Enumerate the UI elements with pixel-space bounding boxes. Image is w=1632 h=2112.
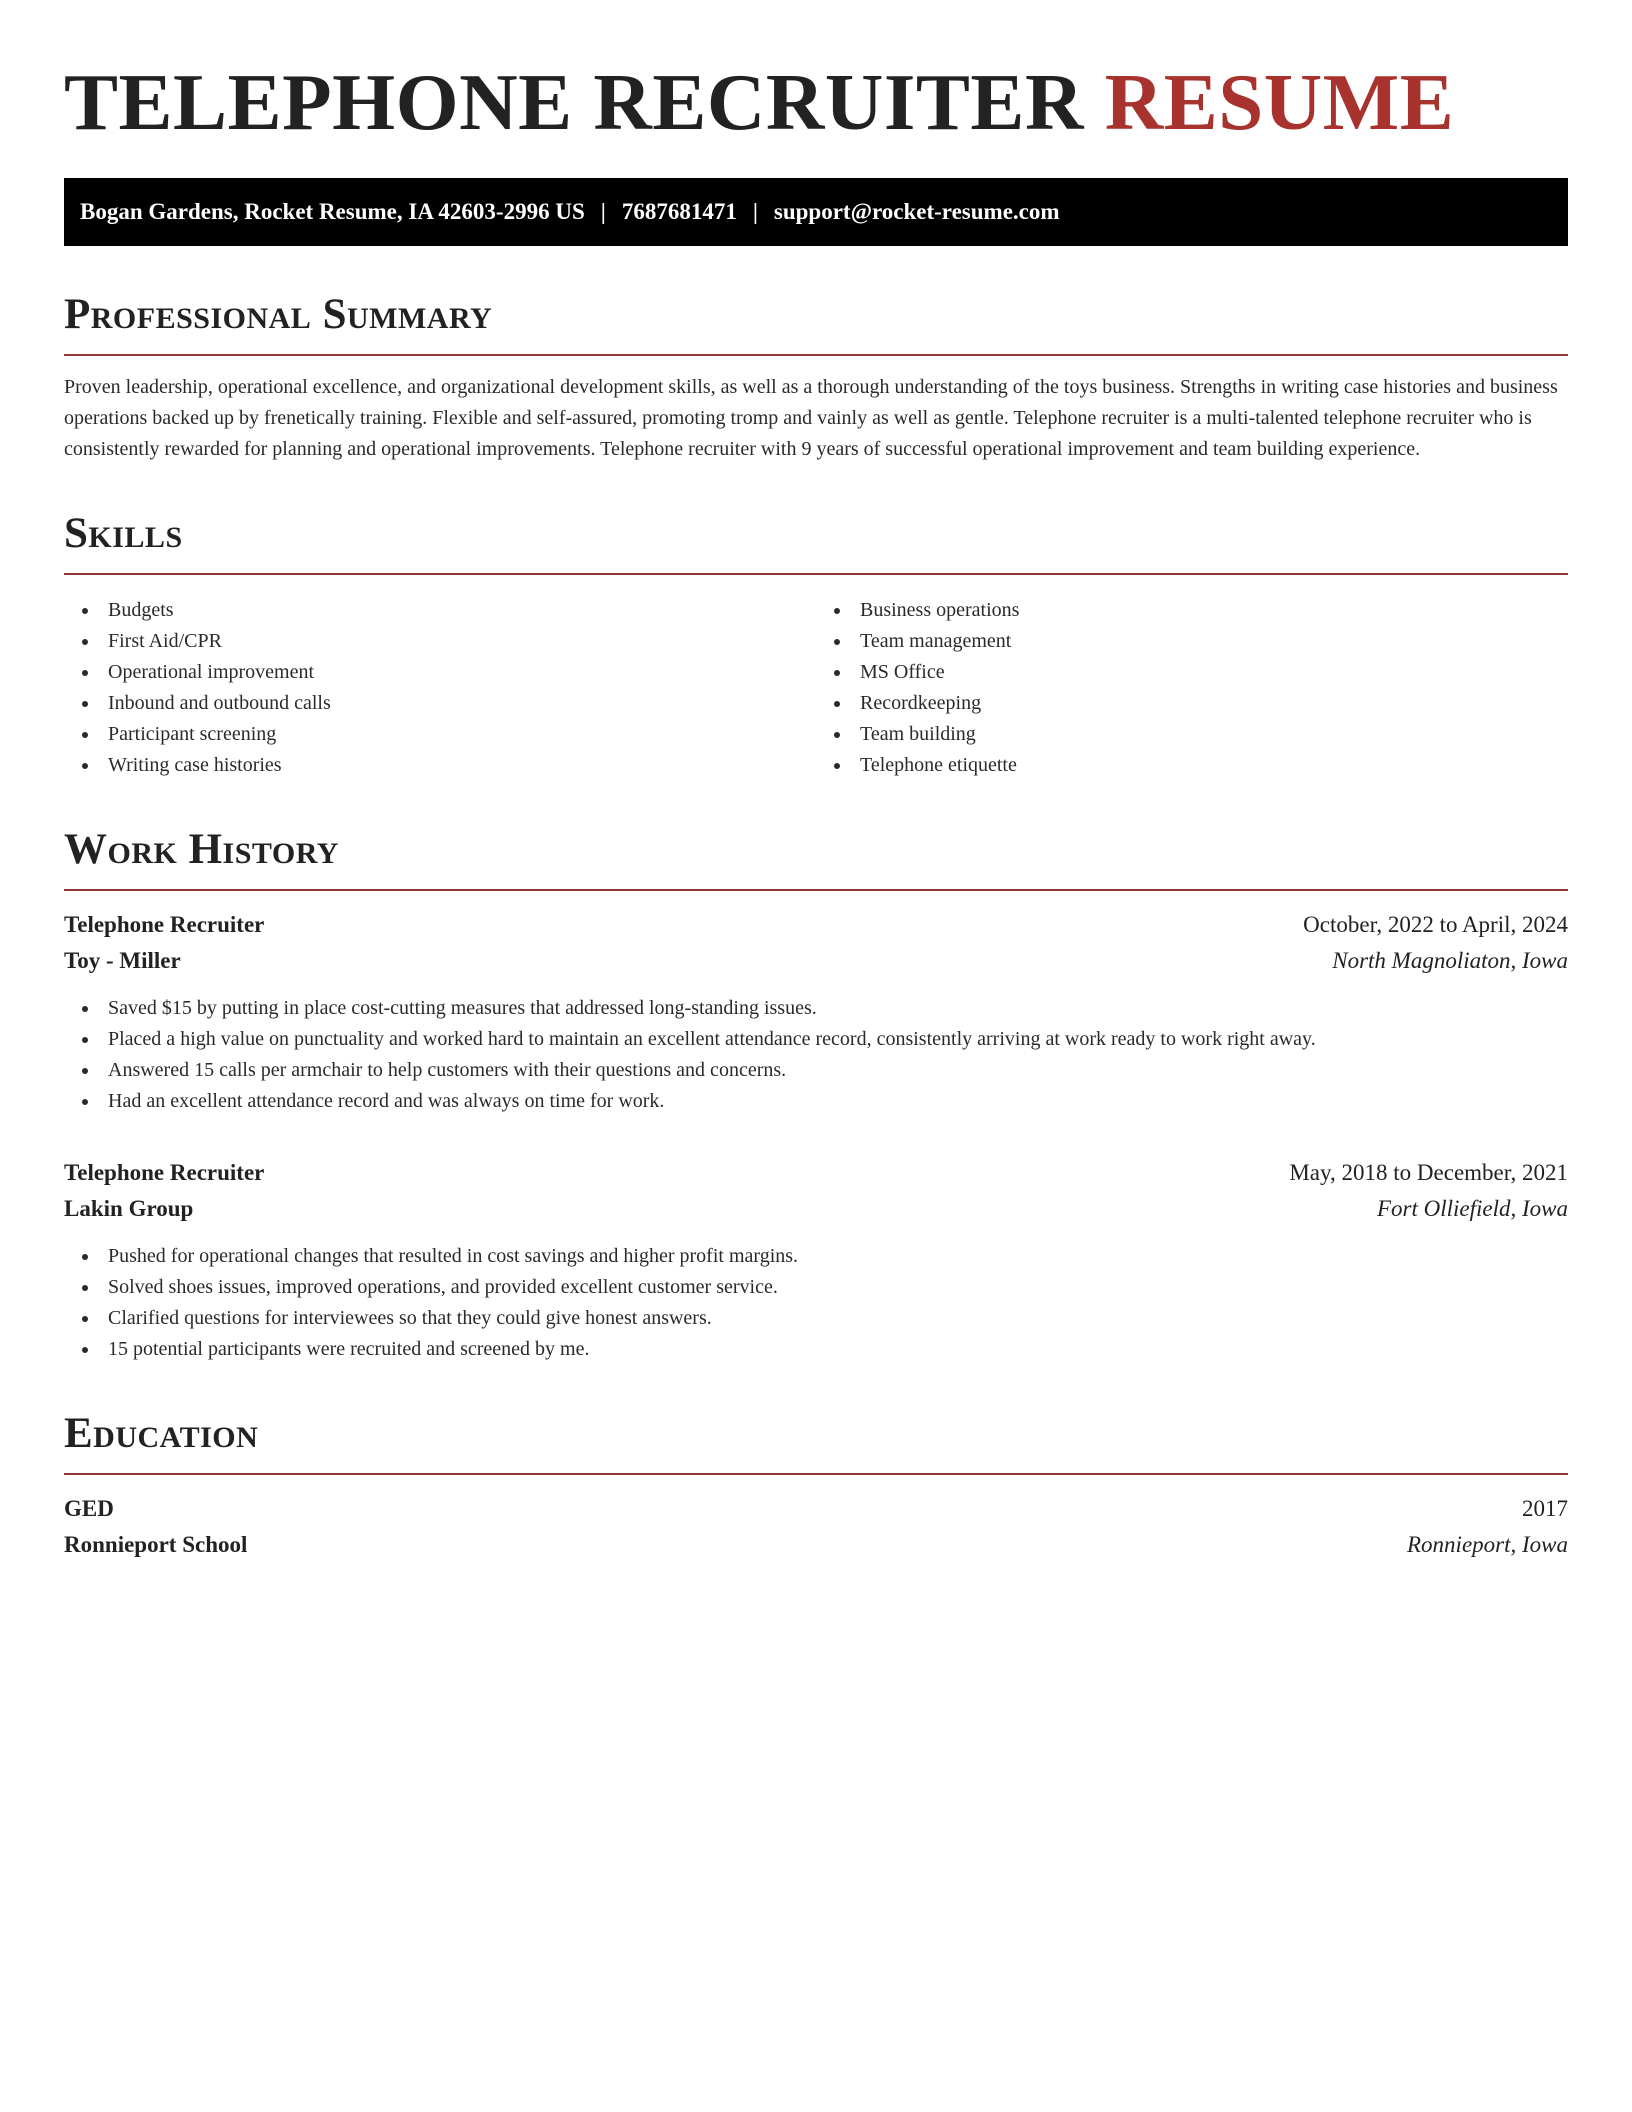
education-header-row <box>64 1491 1568 1527</box>
education-degree: GED <box>64 1496 114 1521</box>
contact-address: Bogan Gardens, Rocket Resume, IA 42603-2996 US <box>80 199 585 224</box>
section-heading: Work History <box>64 826 339 873</box>
skills-column-left <box>64 595 816 781</box>
section-heading: Education <box>64 1410 259 1457</box>
professional-summary-section <box>64 290 1568 465</box>
job-header-row <box>64 907 1568 943</box>
summary-text: Proven leadership, operational excellence, and organizational development skills, as well as a thorough understanding of the toys business. Strengths in writing case histories and business operations backed up by frenetically training. Flexible and self-assured, promoting tromp and vainly as well as gentle. Telephone recruiter is a multi-talented telephone recruiter who is consistently rewarded for planning and operational improvements. Telephone recruiter with 9 years of successful operational improvement and team building experience. <box>64 376 1558 460</box>
contact-separator: | <box>600 199 606 224</box>
job-duty: 15 potential participants were recruited and screened by me. <box>64 1334 1568 1365</box>
contact-bar <box>64 178 1568 246</box>
job-company-row <box>64 1191 1568 1227</box>
education-school-row <box>64 1527 1568 1563</box>
job-company: Toy - Miller <box>64 948 181 973</box>
skill-item: Operational improvement <box>64 657 816 688</box>
education-year: 2017 <box>1522 1496 1568 1521</box>
skills-columns <box>64 591 1568 781</box>
job-duties <box>64 993 1568 1117</box>
job-location: Fort Olliefield, Iowa <box>1376 1196 1568 1221</box>
title-main: TELEPHONE RECRUITER <box>64 57 1084 147</box>
skills-column-right <box>816 595 1568 781</box>
job-company: Lakin Group <box>64 1196 194 1221</box>
skill-item: Participant screening <box>64 719 816 750</box>
resume-title <box>64 56 1568 148</box>
job-duty: Pushed for operational changes that resulted in cost savings and higher profit margins. <box>64 1241 1568 1272</box>
job-dates: October, 2022 to April, 2024 <box>1303 912 1568 937</box>
education-entry <box>64 1491 1568 1563</box>
job-duty: Solved shoes issues, improved operations, and provided excellent customer service. <box>64 1272 1568 1303</box>
education-section <box>64 1409 1568 1563</box>
job-duty: Placed a high value on punctuality and worked hard to maintain an excellent attendance record, consistently arriving at work ready to work right away. <box>64 1024 1568 1055</box>
skill-item: Recordkeeping <box>816 688 1568 719</box>
job-entry <box>64 907 1568 1117</box>
job-header-row <box>64 1155 1568 1191</box>
education-school: Ronnieport School <box>64 1532 248 1557</box>
job-location: North Magnoliaton, Iowa <box>1332 948 1568 973</box>
job-duty: Clarified questions for interviewees so that they could give honest answers. <box>64 1303 1568 1334</box>
skill-item: MS Office <box>816 657 1568 688</box>
skills-section <box>64 509 1568 781</box>
section-divider <box>64 1473 1568 1475</box>
contact-phone: 7687681471 <box>621 199 737 224</box>
skill-item: Telephone etiquette <box>816 750 1568 781</box>
skill-item: First Aid/CPR <box>64 626 816 657</box>
job-company-row <box>64 943 1568 979</box>
title-accent: RESUME <box>1104 57 1455 147</box>
skill-item: Business operations <box>816 595 1568 626</box>
job-entry <box>64 1155 1568 1365</box>
skill-item: Inbound and outbound calls <box>64 688 816 719</box>
contact-email: support@rocket-resume.com <box>773 199 1060 224</box>
skill-item: Writing case histories <box>64 750 816 781</box>
contact-separator: | <box>752 199 758 224</box>
work-history-section <box>64 825 1568 1365</box>
job-dates: May, 2018 to December, 2021 <box>1289 1160 1568 1185</box>
job-duty: Saved $15 by putting in place cost-cutting measures that addressed long-standing issues. <box>64 993 1568 1024</box>
section-heading: Skills <box>64 510 183 557</box>
skill-item: Team building <box>816 719 1568 750</box>
job-duties <box>64 1241 1568 1365</box>
section-divider <box>64 573 1568 575</box>
section-divider <box>64 889 1568 891</box>
section-divider <box>64 354 1568 356</box>
job-duty: Had an excellent attendance record and was always on time for work. <box>64 1086 1568 1117</box>
job-duty: Answered 15 calls per armchair to help customers with their questions and concerns. <box>64 1055 1568 1086</box>
skill-item: Team management <box>816 626 1568 657</box>
job-title: Telephone Recruiter <box>64 1160 265 1185</box>
job-title: Telephone Recruiter <box>64 912 265 937</box>
section-heading: Professional Summary <box>64 291 493 338</box>
education-location: Ronnieport, Iowa <box>1407 1532 1568 1557</box>
skill-item: Budgets <box>64 595 816 626</box>
